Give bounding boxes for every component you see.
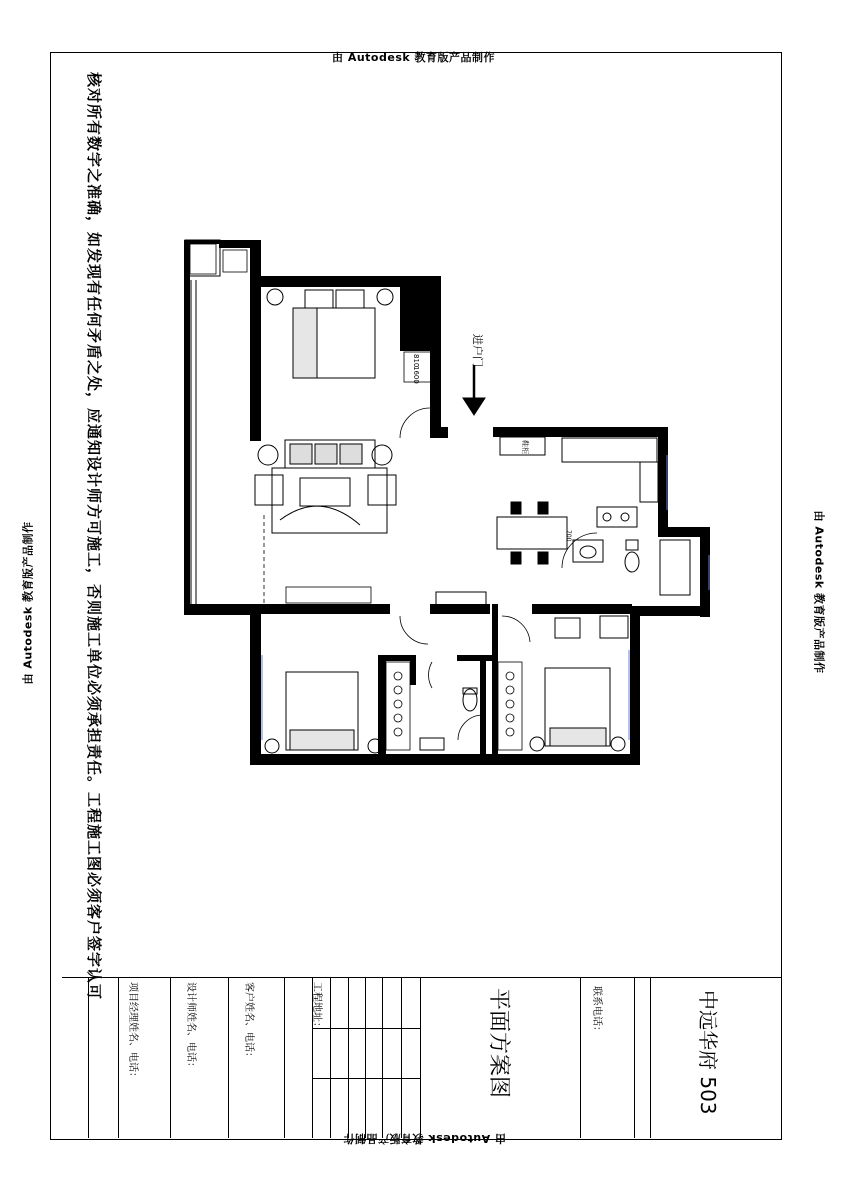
bathroom-fixtures: [573, 540, 690, 595]
designer-label: 设计师姓名、电话：: [185, 982, 196, 1072]
tv-cabinet: [286, 587, 371, 603]
manager-label: 项目经理姓名、电话：: [127, 982, 138, 1082]
dimension-810: 810: [412, 354, 420, 368]
watermark-top: 由 Autodesk 教育版产品制作: [332, 51, 496, 64]
bedroom2-bed: [265, 672, 382, 753]
title-block: [62, 977, 781, 1138]
construction-note: 核对所有数字之准确，如发现有任何矛盾之处，应通知设计师方可施工，否则施工单位必须承担责任。工程施工图必须客户签字认可: [85, 72, 103, 1001]
dimension-700: 700: [565, 530, 572, 542]
entrance-label: 进户门: [471, 334, 484, 367]
master-bed: [252, 289, 393, 380]
dining-table: [497, 502, 567, 564]
watermark-right: 由 Autodesk 教育版产品制作: [812, 510, 826, 674]
washing-machine: [223, 250, 247, 272]
bedroom3-wardrobe: [498, 662, 522, 750]
bedroom2-wardrobe: [386, 662, 410, 750]
bedroom3-bed: [530, 616, 628, 751]
project-address-label: 工程地址：: [311, 982, 322, 1032]
bathroom2-fixtures: [420, 592, 486, 750]
sofa-set: [255, 440, 396, 533]
exterior-walls: [184, 240, 710, 765]
shoe-cabinet-label: 鞋柜: [521, 440, 529, 454]
client-label: 客户姓名、电话：: [243, 982, 254, 1062]
project-name: 中远华府 503: [696, 990, 720, 1115]
dimension-1600: 1600: [412, 366, 420, 384]
doors: [400, 408, 597, 740]
watermark-left: 由 Autodesk 教育版产品制作: [21, 521, 35, 685]
contact-phone-label: 联系电话：: [591, 986, 602, 1036]
entrance-arrow: [463, 365, 485, 415]
watermark-bottom: 由 Autodesk 教育版产品制作: [343, 1132, 507, 1145]
drawing-title: 平面方案图: [486, 988, 511, 1099]
